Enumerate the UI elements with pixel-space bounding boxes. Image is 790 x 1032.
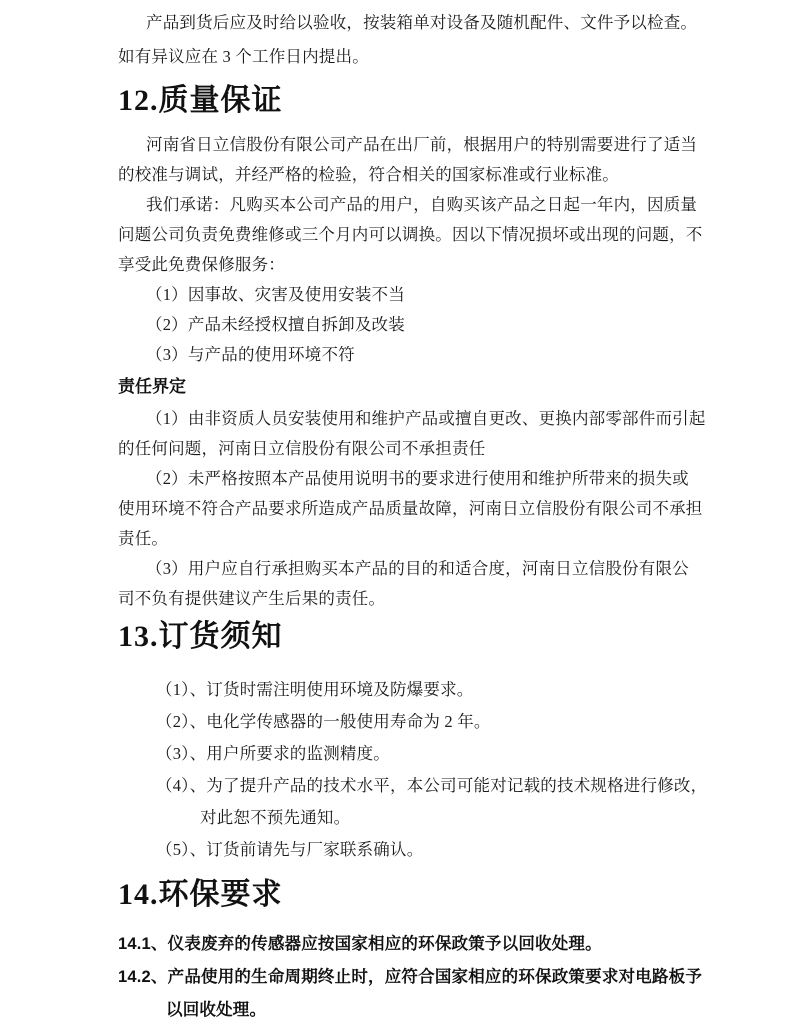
section-12-line: 的校准与调试，并经严格的检验，符合相关的国家标准或行业标准。 bbox=[118, 165, 619, 184]
document-content bbox=[118, 6, 708, 1027]
section-12-title: 12.质量保证 bbox=[118, 84, 283, 117]
section-12-list-item: （2）产品未经授权擅自拆卸及改装 bbox=[146, 315, 405, 334]
section-14-list-item: 14.2、产品使用的生命周期终止时，应符合国家相应的环保政策要求对电路板予 bbox=[118, 968, 703, 986]
responsibility-line: 使用环境不符合产品要求所造成产品质量故障，河南日立信股份有限公司不承担 bbox=[118, 499, 703, 518]
responsibility-line: （2）未严格按照本产品使用说明书的要求进行使用和维护所带来的损失或 bbox=[146, 469, 689, 488]
responsibility-line: 的任何问题，河南日立信股份有限公司不承担责任 bbox=[118, 439, 486, 458]
section-12-line: 享受此免费保修服务： bbox=[118, 255, 285, 274]
section-12-line: 我们承诺：凡购买本公司产品的用户，自购买该产品之日起一年内，因质量 bbox=[146, 195, 698, 214]
section-12-list-item: （1）因事故、灾害及使用安装不当 bbox=[146, 285, 405, 304]
section-13-title: 13.订货须知 bbox=[118, 620, 283, 653]
section-13-list-item-continuation: 对此恕不预先通知。 bbox=[200, 808, 351, 827]
section-14-title: 14.环保要求 bbox=[118, 878, 283, 911]
section-12-list-item: （3）与产品的使用环境不符 bbox=[146, 345, 355, 364]
intro-line: 如有异议应在 3 个工作日内提出。 bbox=[118, 47, 369, 66]
responsibility-line: 司不负有提供建议产生后果的责任。 bbox=[118, 589, 386, 608]
responsibility-line: 责任。 bbox=[118, 529, 169, 548]
responsibility-line: （1）由非资质人员安装使用和维护产品或擅自更改、更换内部零部件而引起 bbox=[146, 409, 706, 428]
responsibility-line: （3）用户应自行承担购买本产品的目的和适合度，河南日立信股份有限公 bbox=[146, 559, 689, 578]
section-14-list-item: 14.1、仪表废弃的传感器应按国家相应的环保政策予以回收处理。 bbox=[118, 935, 602, 953]
intro-line: 产品到货后应及时给以验收，按装箱单对设备及随机配件、文件予以检查。 bbox=[146, 13, 698, 32]
section-13-list-item: （5）、订货前请先与厂家联系确认。 bbox=[156, 840, 424, 859]
section-13-list-item: （4）、为了提升产品的技术水平，本公司可能对记载的技术规格进行修改， bbox=[156, 776, 708, 795]
responsibility-heading: 责任界定 bbox=[118, 377, 186, 396]
section-12-line: 河南省日立信股份有限公司产品在出厂前，根据用户的特别需要进行了适当 bbox=[146, 135, 698, 154]
section-12-line: 问题公司负责免费维修或三个月内可以调换。因以下情况损坏或出现的问题，不 bbox=[118, 225, 703, 244]
section-13-list-item: （1）、订货时需注明使用环境及防爆要求。 bbox=[156, 680, 474, 699]
section-14-list-item-continuation: 以回收处理。 bbox=[166, 1001, 267, 1019]
section-13-list-item: （3）、用户所要求的监测精度。 bbox=[156, 744, 390, 763]
section-13-list-item: （2）、电化学传感器的一般使用寿命为 2 年。 bbox=[156, 712, 491, 731]
